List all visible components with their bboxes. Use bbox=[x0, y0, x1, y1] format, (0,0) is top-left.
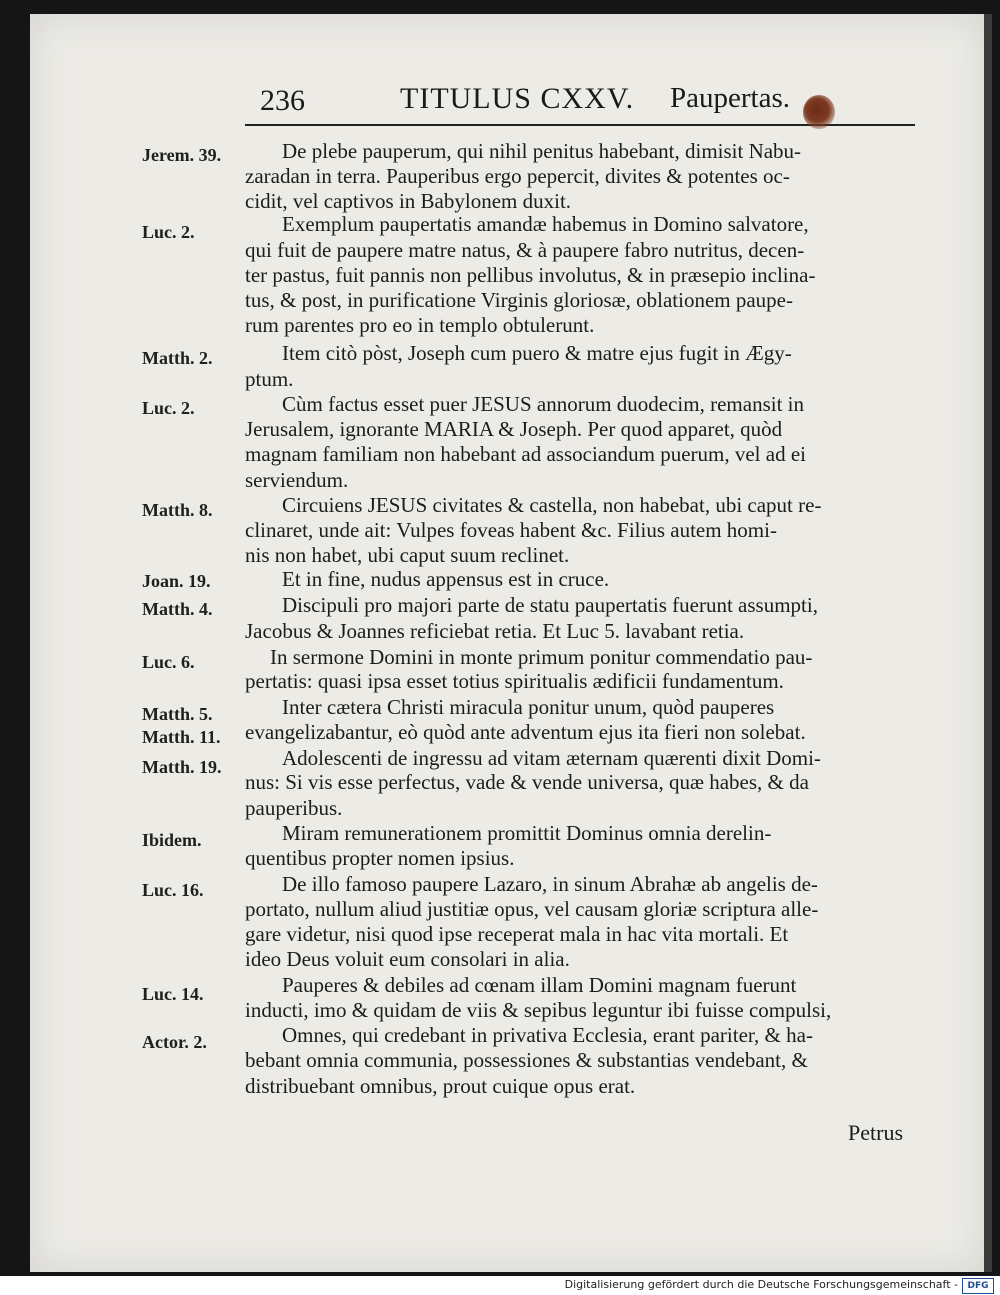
text-line: qui fuit de paupere matre natus, & à paupere fabro nutritus, decen- bbox=[245, 238, 805, 262]
text-line: Adolescenti de ingressu ad vitam æternam quærenti dixit Domi- bbox=[282, 746, 821, 770]
text-line: zaradan in terra. Pauperibus ergo pepercit, divites & potentes oc- bbox=[245, 164, 790, 188]
text-line: Et in fine, nudus appensus est in cruce. bbox=[282, 567, 610, 591]
margin-ref: Luc. 2. bbox=[142, 222, 195, 242]
margin-ref: Joan. 19. bbox=[142, 571, 211, 591]
section-subtitle: Paupertas. bbox=[670, 82, 790, 114]
margin-ref: Luc. 6. bbox=[142, 652, 195, 672]
text-line: Discipuli pro majori parte de statu paupertatis fuerunt assumpti, bbox=[282, 593, 818, 617]
text-line: Omnes, qui credebant in privativa Ecclesia, erant pariter, & ha- bbox=[282, 1023, 813, 1047]
margin-ref: Jerem. 39. bbox=[142, 145, 222, 165]
text-line: Cùm factus esset puer JESUS annorum duodecim, remansit in bbox=[282, 392, 804, 416]
text-line: Miram remunerationem promittit Dominus omnia derelin- bbox=[282, 821, 772, 845]
text-line: Inter cætera Christi miracula ponitur unum, quòd pauperes bbox=[282, 695, 775, 719]
text-line: clinaret, unde ait: Vulpes foveas habent &c. Filius autem homi- bbox=[245, 518, 777, 542]
margin-ref: Matth. 8. bbox=[142, 500, 213, 520]
text-line: Pauperes & debiles ad cœnam illam Domini magnam fuerunt bbox=[282, 973, 797, 997]
text-line: inducti, imo & quidam de viis & sepibus leguntur ibi fuisse compulsi, bbox=[245, 998, 832, 1022]
margin-ref: Luc. 2. bbox=[142, 398, 195, 418]
text-line: ideo Deus voluit eum consolari in alia. bbox=[245, 947, 570, 971]
margin-ref: Matth. 4. bbox=[142, 599, 213, 619]
text-line: gare videtur, nisi quod ipse receperat mala in hac vita mortali. Et bbox=[245, 922, 789, 946]
catchword: Petrus bbox=[848, 1120, 903, 1145]
text-line: nis non habet, ubi caput suum reclinet. bbox=[245, 543, 570, 567]
text-line: Jerusalem, ignorante MARIA & Joseph. Per quod apparet, quòd bbox=[245, 417, 783, 441]
text-line: Item citò pòst, Joseph cum puero & matre ejus fugit in Ægy- bbox=[282, 341, 792, 365]
text-line: pertatis: quasi ipsa esset totius spiritualis ædificii fundamentum. bbox=[245, 669, 784, 693]
text-line: ptum. bbox=[245, 367, 294, 391]
text-line: portato, nullum aliud justitiæ opus, vel causam gloriæ scriptura alle- bbox=[245, 897, 819, 921]
text-line: evangelizabantur, eò quòd ante adventum ejus ita fieri non solebat. bbox=[245, 720, 806, 744]
text-line: In sermone Domini in monte primum ponitur commendatio pau- bbox=[270, 645, 813, 669]
margin-ref: Actor. 2. bbox=[142, 1032, 207, 1052]
text-line: quentibus propter nomen ipsius. bbox=[245, 846, 515, 870]
margin-ref: Matth. 5. bbox=[142, 704, 213, 724]
dfg-logo: DFG bbox=[962, 1278, 994, 1294]
margin-ref: Matth. 11. bbox=[142, 727, 221, 747]
text-line: Exemplum paupertatis amandæ habemus in Domino salvatore, bbox=[282, 212, 809, 236]
text-line: ter pastus, fuit pannis non pellibus involutus, & in præsepio inclina- bbox=[245, 263, 816, 287]
margin-ref: Ibidem. bbox=[142, 830, 202, 850]
text-line: De plebe pauperum, qui nihil penitus habebant, dimisit Nabu- bbox=[282, 139, 802, 163]
text-line: Jacobus & Joannes reficiebat retia. Et Luc 5. lavabant retia. bbox=[245, 619, 745, 643]
margin-ref: Luc. 14. bbox=[142, 984, 204, 1004]
text-line: cidit, vel captivos in Babylonem duxit. bbox=[245, 189, 572, 213]
margin-ref: Matth. 2. bbox=[142, 348, 213, 368]
footer-credit: Digitalisierung gefördert durch die Deutsche Forschungsgemeinschaft - bbox=[564, 1278, 958, 1291]
text-line: nus: Si vis esse perfectus, vade & vende universa, quæ habes, & da bbox=[245, 770, 809, 794]
margin-ref: Matth. 19. bbox=[142, 757, 222, 777]
section-title: TITULUS CXXV. bbox=[400, 82, 635, 115]
text-line: serviendum. bbox=[245, 468, 349, 492]
text-line: distribuebant omnibus, prout cuique opus erat. bbox=[245, 1074, 636, 1098]
text-line: tus, & post, in purificatione Virginis gloriosæ, oblationem paupe- bbox=[245, 288, 793, 312]
digitization-footer bbox=[0, 1276, 1000, 1295]
page-number: 236 bbox=[260, 84, 305, 117]
text-line: rum parentes pro eo in templo obtulerunt. bbox=[245, 313, 595, 337]
ink-stain bbox=[803, 95, 835, 129]
margin-ref: Luc. 16. bbox=[142, 880, 204, 900]
text-line: magnam familiam non habebant ad associandum puerum, vel ad ei bbox=[245, 442, 806, 466]
text-line: Circuiens JESUS civitates & castella, non habebat, ubi caput re- bbox=[282, 493, 822, 517]
text-line: bebant omnia communia, possessiones & substantias vendebant, & bbox=[245, 1048, 808, 1072]
text-line: De illo famoso paupere Lazaro, in sinum Abrahæ ab angelis de- bbox=[282, 872, 818, 896]
page-edge bbox=[984, 14, 992, 1272]
text-line: pauperibus. bbox=[245, 796, 343, 820]
